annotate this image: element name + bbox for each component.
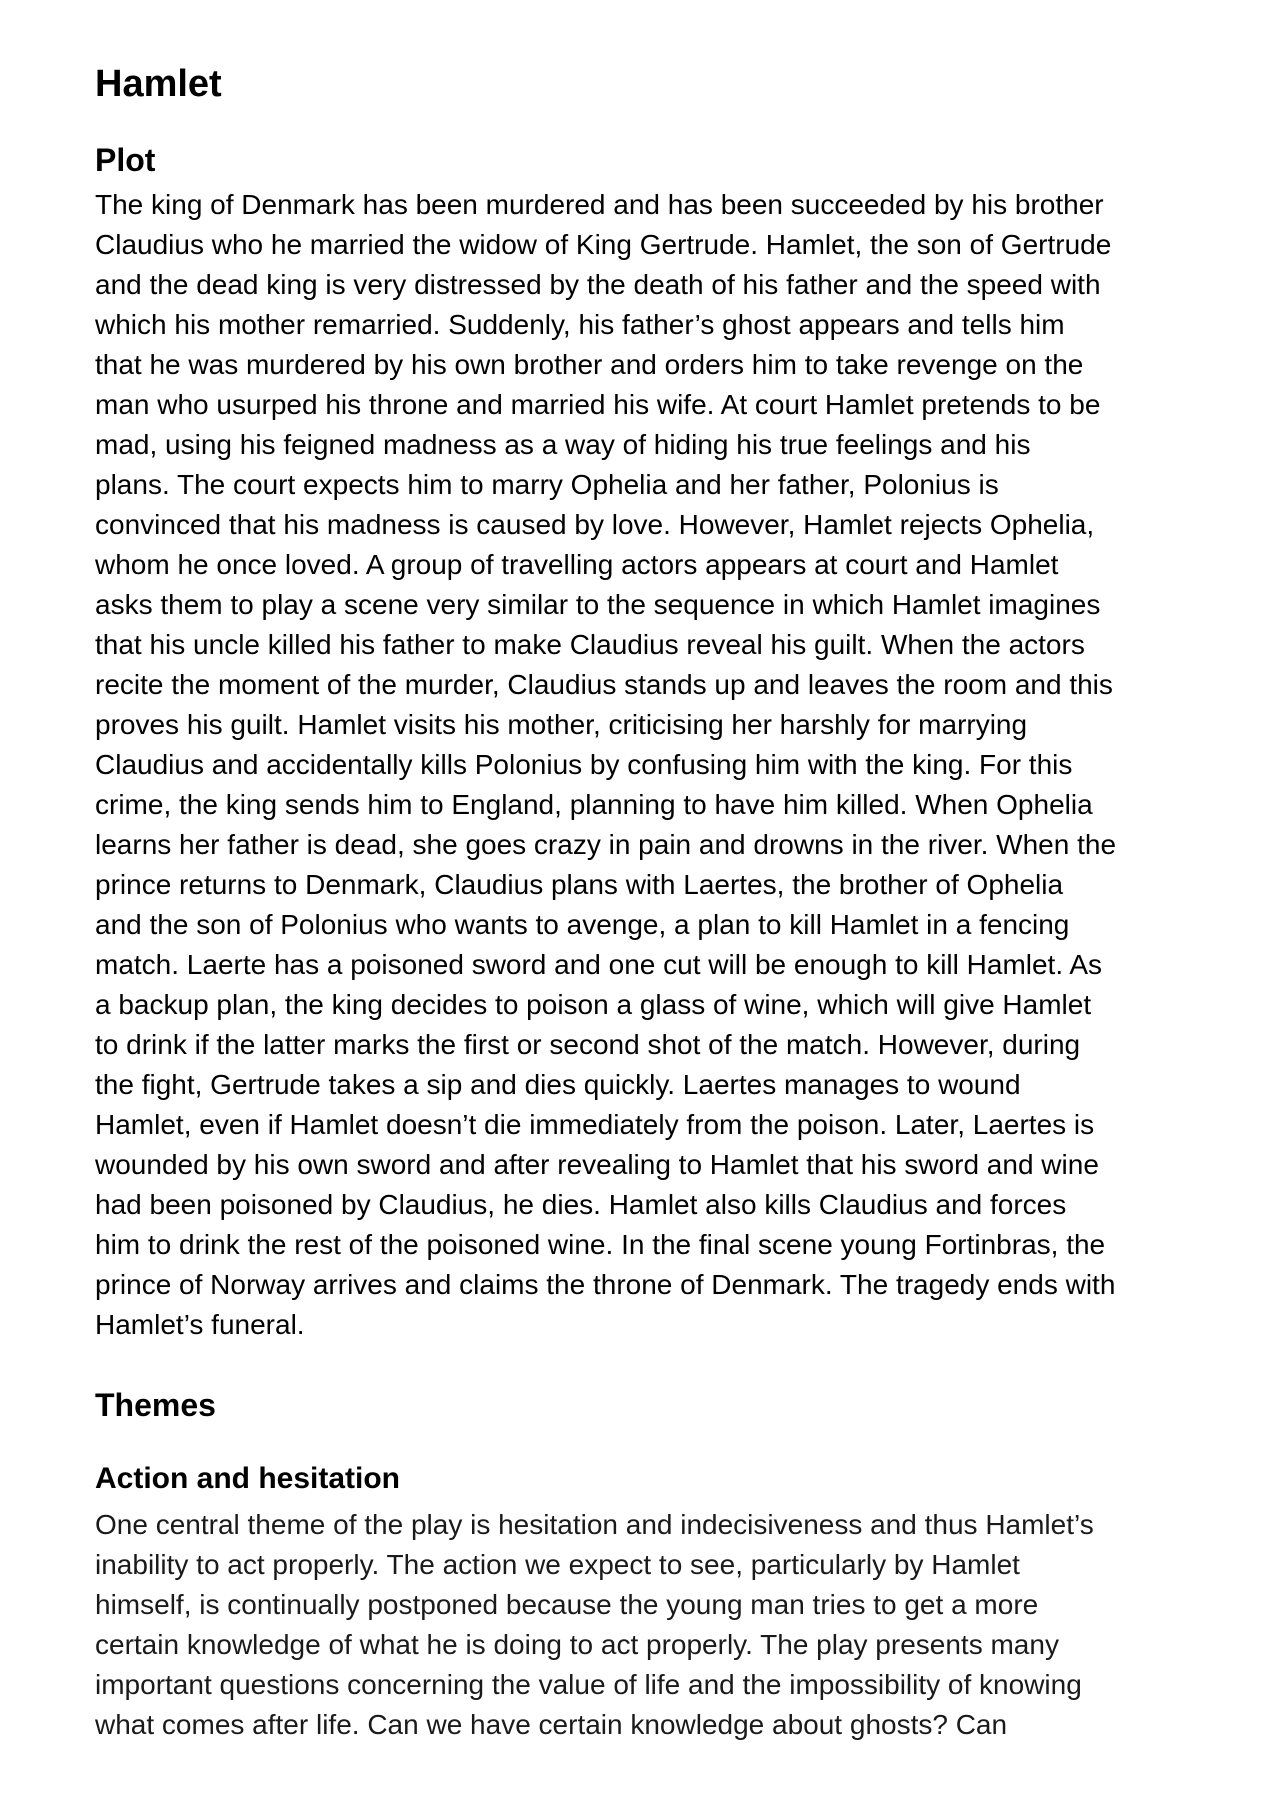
plot-line: learns her father is dead, she goes crazy in pain and drowns in the river. When the	[95, 829, 1117, 860]
plot-line: which his mother remarried. Suddenly, his father’s ghost appears and tells him	[95, 309, 1065, 340]
plot-line: a backup plan, the king decides to poison a glass of wine, which will give Hamlet	[95, 989, 1092, 1020]
plot-line: recite the moment of the murder, Claudius stands up and leaves the room and this	[95, 669, 1113, 700]
plot-line: him to drink the rest of the poisoned wine. In the final scene young Fortinbras, the	[95, 1229, 1106, 1260]
themes-line: himself, is continually postponed because the young man tries to get a more	[95, 1589, 1039, 1620]
action-hesitation-subheading: Action and hesitation	[95, 1462, 401, 1495]
plot-line: and the dead king is very distressed by the death of his father and the speed with	[95, 269, 1101, 300]
plot-line: that he was murdered by his own brother and orders him to take revenge on the	[95, 349, 1084, 380]
plot-line: mad, using his feigned madness as a way of hiding his true feelings and his	[95, 429, 1031, 460]
themes-line: certain knowledge of what he is doing to act properly. The play presents many	[95, 1629, 1059, 1660]
plot-line: Hamlet, even if Hamlet doesn’t die immediately from the poison. Later, Laertes is	[95, 1109, 1095, 1140]
plot-line: man who usurped his throne and married his wife. At court Hamlet pretends to be	[95, 389, 1101, 420]
plot-line: to drink if the latter marks the first or second shot of the match. However, during	[95, 1029, 1081, 1060]
document-title: Hamlet	[95, 63, 222, 105]
plot-line: match. Laerte has a poisoned sword and one cut will be enough to kill Hamlet. As	[95, 949, 1103, 980]
themes-line: important questions concerning the value of life and the impossibility of knowing	[95, 1669, 1082, 1700]
plot-paragraph	[95, 185, 1205, 1345]
plot-line: wounded by his own sword and after revealing to Hamlet that his sword and wine	[95, 1149, 1099, 1180]
themes-heading: Themes	[95, 1387, 216, 1423]
plot-line: The king of Denmark has been murdered and has been succeeded by his brother	[95, 189, 1104, 220]
themes-line: what comes after life. Can we have certain knowledge about ghosts? Can	[95, 1709, 1008, 1740]
plot-line: the fight, Gertrude takes a sip and dies quickly. Laertes manages to wound	[95, 1069, 1021, 1100]
plot-line: that his uncle killed his father to make Claudius reveal his guilt. When the actors	[95, 629, 1085, 660]
plot-line: prince of Norway arrives and claims the throne of Denmark. The tragedy ends with	[95, 1269, 1116, 1300]
plot-line: Claudius and accidentally kills Polonius by confusing him with the king. For this	[95, 749, 1073, 780]
plot-line: convinced that his madness is caused by love. However, Hamlet rejects Ophelia,	[95, 509, 1095, 540]
plot-line: asks them to play a scene very similar to the sequence in which Hamlet imagines	[95, 589, 1101, 620]
themes-line: inability to act properly. The action we expect to see, particularly by Hamlet	[95, 1549, 1020, 1580]
plot-line: had been poisoned by Claudius, he dies. Hamlet also kills Claudius and forces	[95, 1189, 1067, 1220]
plot-heading: Plot	[95, 142, 156, 178]
plot-line: Hamlet’s funeral.	[95, 1309, 305, 1340]
plot-line: Claudius who he married the widow of King Gertrude. Hamlet, the son of Gertrude	[95, 229, 1112, 260]
themes-line: One central theme of the play is hesitation and indecisiveness and thus Hamlet’s	[95, 1509, 1094, 1540]
plot-line: and the son of Polonius who wants to avenge, a plan to kill Hamlet in a fencing	[95, 909, 1070, 940]
plot-line: proves his guilt. Hamlet visits his mother, criticising her harshly for marrying	[95, 709, 1028, 740]
plot-line: whom he once loved. A group of travelling actors appears at court and Hamlet	[95, 549, 1059, 580]
plot-line: crime, the king sends him to England, planning to have him killed. When Ophelia	[95, 789, 1093, 820]
plot-line: plans. The court expects him to marry Ophelia and her father, Polonius is	[95, 469, 999, 500]
themes-paragraph	[95, 1505, 1205, 1745]
plot-line: prince returns to Denmark, Claudius plans with Laertes, the brother of Ophelia	[95, 869, 1064, 900]
